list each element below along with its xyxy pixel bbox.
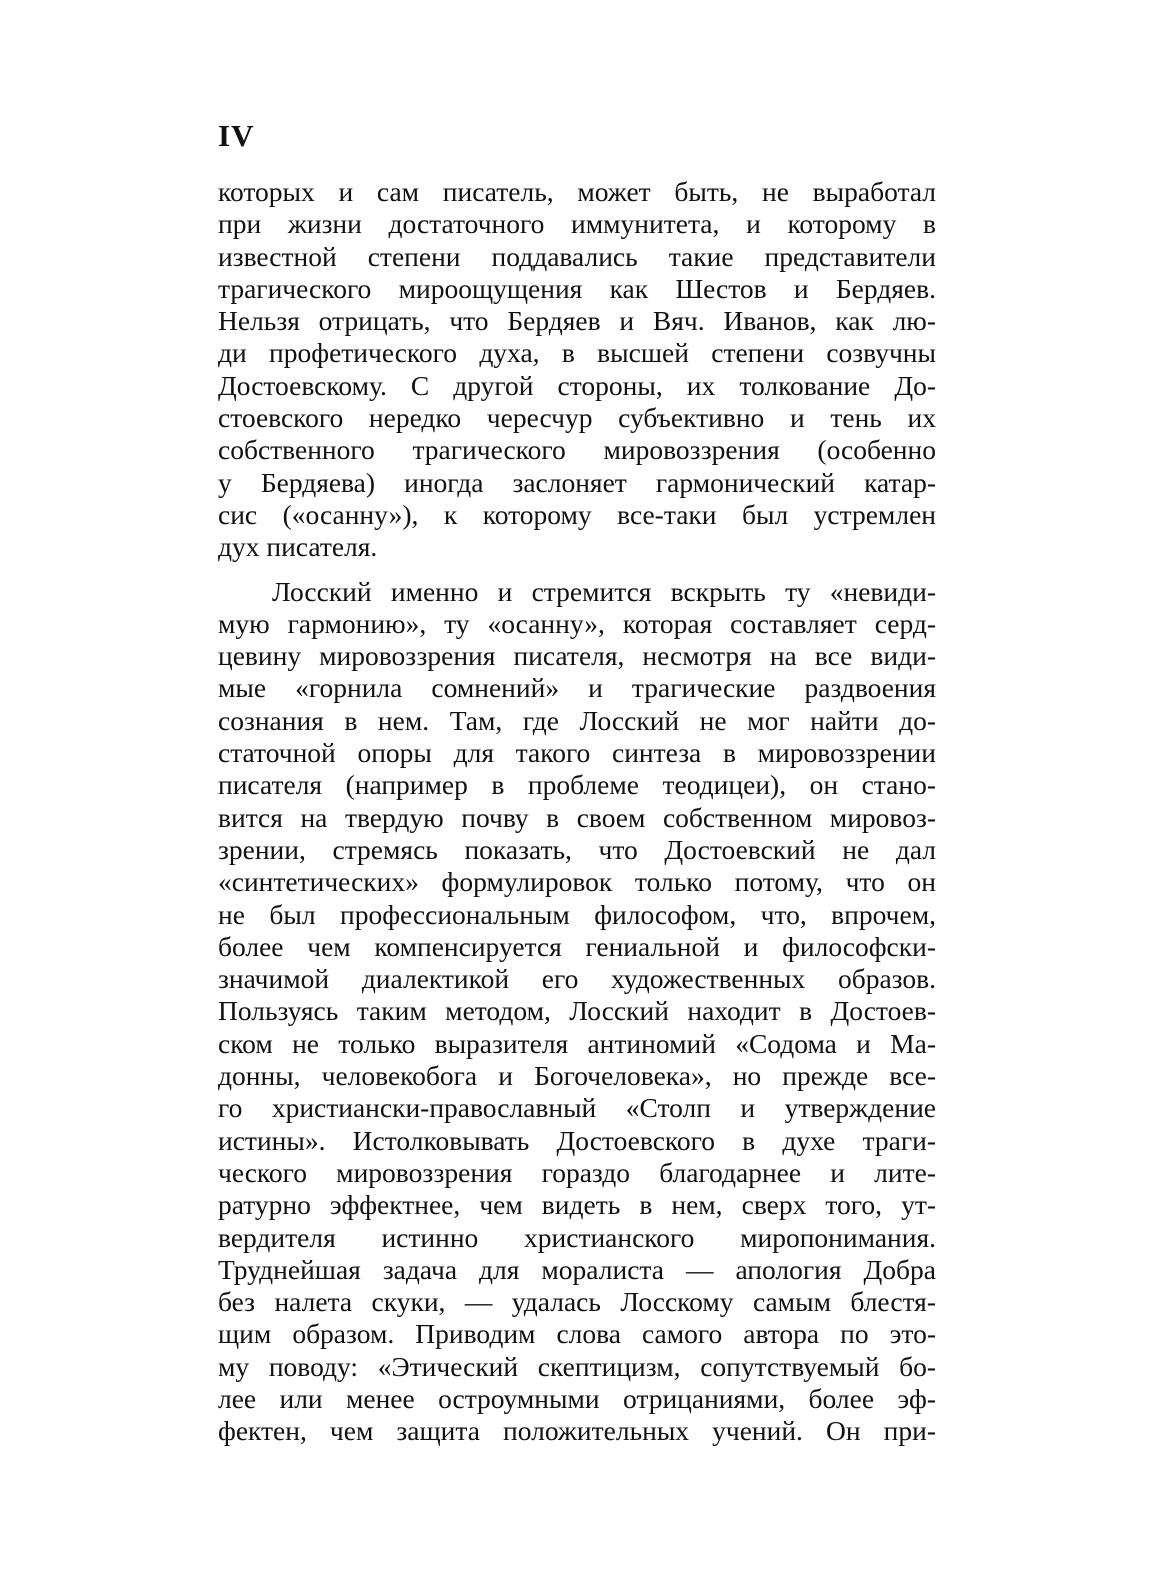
- page-number: IV: [218, 118, 255, 153]
- text-line: при жизни достаточного иммунитета, и которому в: [218, 208, 936, 240]
- text-line: щим образом. Приводим слова самого автора по это-: [218, 1318, 936, 1350]
- text-line: без налета скуки, — удалась Лосскому самым блестя-: [218, 1286, 936, 1318]
- text-line: истины». Истолковывать Достоевского в духе траги-: [218, 1124, 936, 1156]
- text-line: собственного трагического мировоззрения (особенно: [218, 434, 936, 466]
- text-line: вердителя истинно христианского миропонимания.: [218, 1221, 936, 1253]
- text-line: мые «горнила сомнений» и трагические раздвоения: [218, 672, 936, 704]
- text-line: мую гармонию», ту «осанну», которая составляет серд-: [218, 607, 936, 639]
- text-line: Лосский именно и стремится вскрыть ту «невиди-: [272, 575, 936, 607]
- text-line: дух писателя.: [218, 531, 378, 563]
- text-line: ратурно эффектнее, чем видеть в нем, сверх того, ут-: [218, 1189, 936, 1221]
- text-line: которых и сам писатель, может быть, не выработал: [218, 176, 936, 207]
- text-line: го христиански-православный «Столп и утверждение: [218, 1092, 936, 1124]
- body-text: [218, 176, 936, 1448]
- text-line: не был профессиональным философом, что, впрочем,: [218, 898, 936, 930]
- text-line: сис («осанну»), к которому все-таки был устремлен: [218, 498, 936, 530]
- text-line: вится на твердую почву в своем собственном мировоз-: [218, 801, 936, 833]
- text-line: сознания в нем. Там, где Лосский не мог найти до-: [218, 704, 936, 736]
- text-line: у Бердяева) иногда заслоняет гармонический катар-: [218, 466, 936, 498]
- text-line: более чем компенсируется гениальной и философски-: [218, 930, 936, 962]
- text-line: писателя (например в проблеме теодицеи), он стано-: [218, 769, 936, 801]
- text-line: цевину мировоззрения писателя, несмотря на все види-: [218, 640, 936, 672]
- paragraph-spacing: [218, 564, 936, 576]
- text-line: значимой диалектикой его художественных образов.: [218, 963, 936, 995]
- text-line: донны, человекобога и Богочеловека», но прежде все-: [218, 1060, 936, 1092]
- text-line: му поводу: «Этический скептицизм, сопутствуемый бо-: [218, 1350, 936, 1382]
- text-line: статочной опоры для такого синтеза в мировоззрении: [218, 737, 936, 769]
- text-line: Труднейшая задача для моралиста — апология Добра: [218, 1253, 936, 1285]
- text-line: «синтетических» формулировок только потому, что он: [218, 866, 936, 898]
- text-line: Достоевскому. С другой стороны, их толкование До-: [218, 369, 936, 401]
- text-line: Пользуясь таким методом, Лосский находит в Достоев-: [218, 995, 936, 1027]
- text-line: известной степени поддавались такие представители: [218, 240, 936, 272]
- text-line: стоевского нередко чересчур субъективно и тень их: [218, 402, 936, 434]
- paragraph: [218, 576, 936, 1448]
- text-line: ском не только выразителя антиномий «Содома и Ма-: [218, 1027, 936, 1059]
- paragraph: [218, 176, 936, 564]
- text-line: ди профетического духа, в высшей степени созвучны: [218, 337, 936, 369]
- text-line: трагического мироощущения как Шестов и Бердяев.: [218, 272, 936, 304]
- text-line: зрении, стремясь показать, что Достоевский не дал: [218, 833, 936, 865]
- text-line: ческого мировоззрения гораздо благодарнее и лите-: [218, 1156, 936, 1188]
- text-line: Нельзя отрицать, что Бердяев и Вяч. Иванов, как лю-: [218, 305, 936, 337]
- text-line: лее или менее остроумными отрицаниями, более эф-: [218, 1382, 936, 1414]
- text-line: фектен, чем защита положительных учений. Он при-: [218, 1415, 936, 1447]
